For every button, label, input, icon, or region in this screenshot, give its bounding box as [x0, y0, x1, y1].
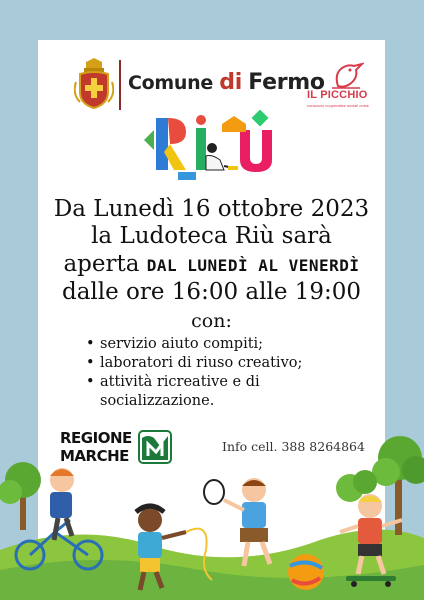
services-list	[86, 335, 376, 411]
announcement-days: DAL LUNEDÌ AL VENERDÌ	[146, 256, 360, 275]
list-item: • laboratori di riuso creativo;	[86, 354, 376, 373]
partner-name: IL PICCHIO	[307, 89, 368, 101]
comune-name: Fermo	[248, 70, 325, 95]
comune-di-fermo-logo	[128, 70, 325, 95]
announcement-con: con:	[191, 310, 232, 332]
header-divider	[119, 60, 121, 110]
comune-crest-icon	[74, 58, 114, 110]
announcement-hours: dalle ore 16:00 alle 19:00	[61, 279, 362, 305]
riu-ludoteca-logo	[140, 110, 280, 182]
list-item: • attività ricreative e di socializzazione.	[86, 373, 376, 411]
regione-line-1: REGIONE	[60, 429, 132, 447]
announcement-line-2: la Ludoteca Riù sarà	[91, 223, 332, 249]
woodpecker-icon	[330, 60, 364, 90]
comune-di: di	[219, 70, 242, 95]
info-phone: Info cell. 388 8264864	[222, 439, 365, 454]
partner-subtitle: consorzio cooperative sociali onlus	[307, 103, 369, 108]
announcement-line-1: Da Lunedì 16 ottobre 2023	[53, 196, 370, 222]
children-playing-illustration	[0, 420, 424, 600]
announcement-line-3-prefix: aperta	[63, 251, 140, 277]
regione-line-2: MARCHE	[60, 447, 129, 465]
list-item: • servizio aiuto compiti;	[86, 335, 376, 354]
comune-prefix: Comune	[128, 72, 213, 94]
announcement-line-3	[38, 251, 385, 277]
